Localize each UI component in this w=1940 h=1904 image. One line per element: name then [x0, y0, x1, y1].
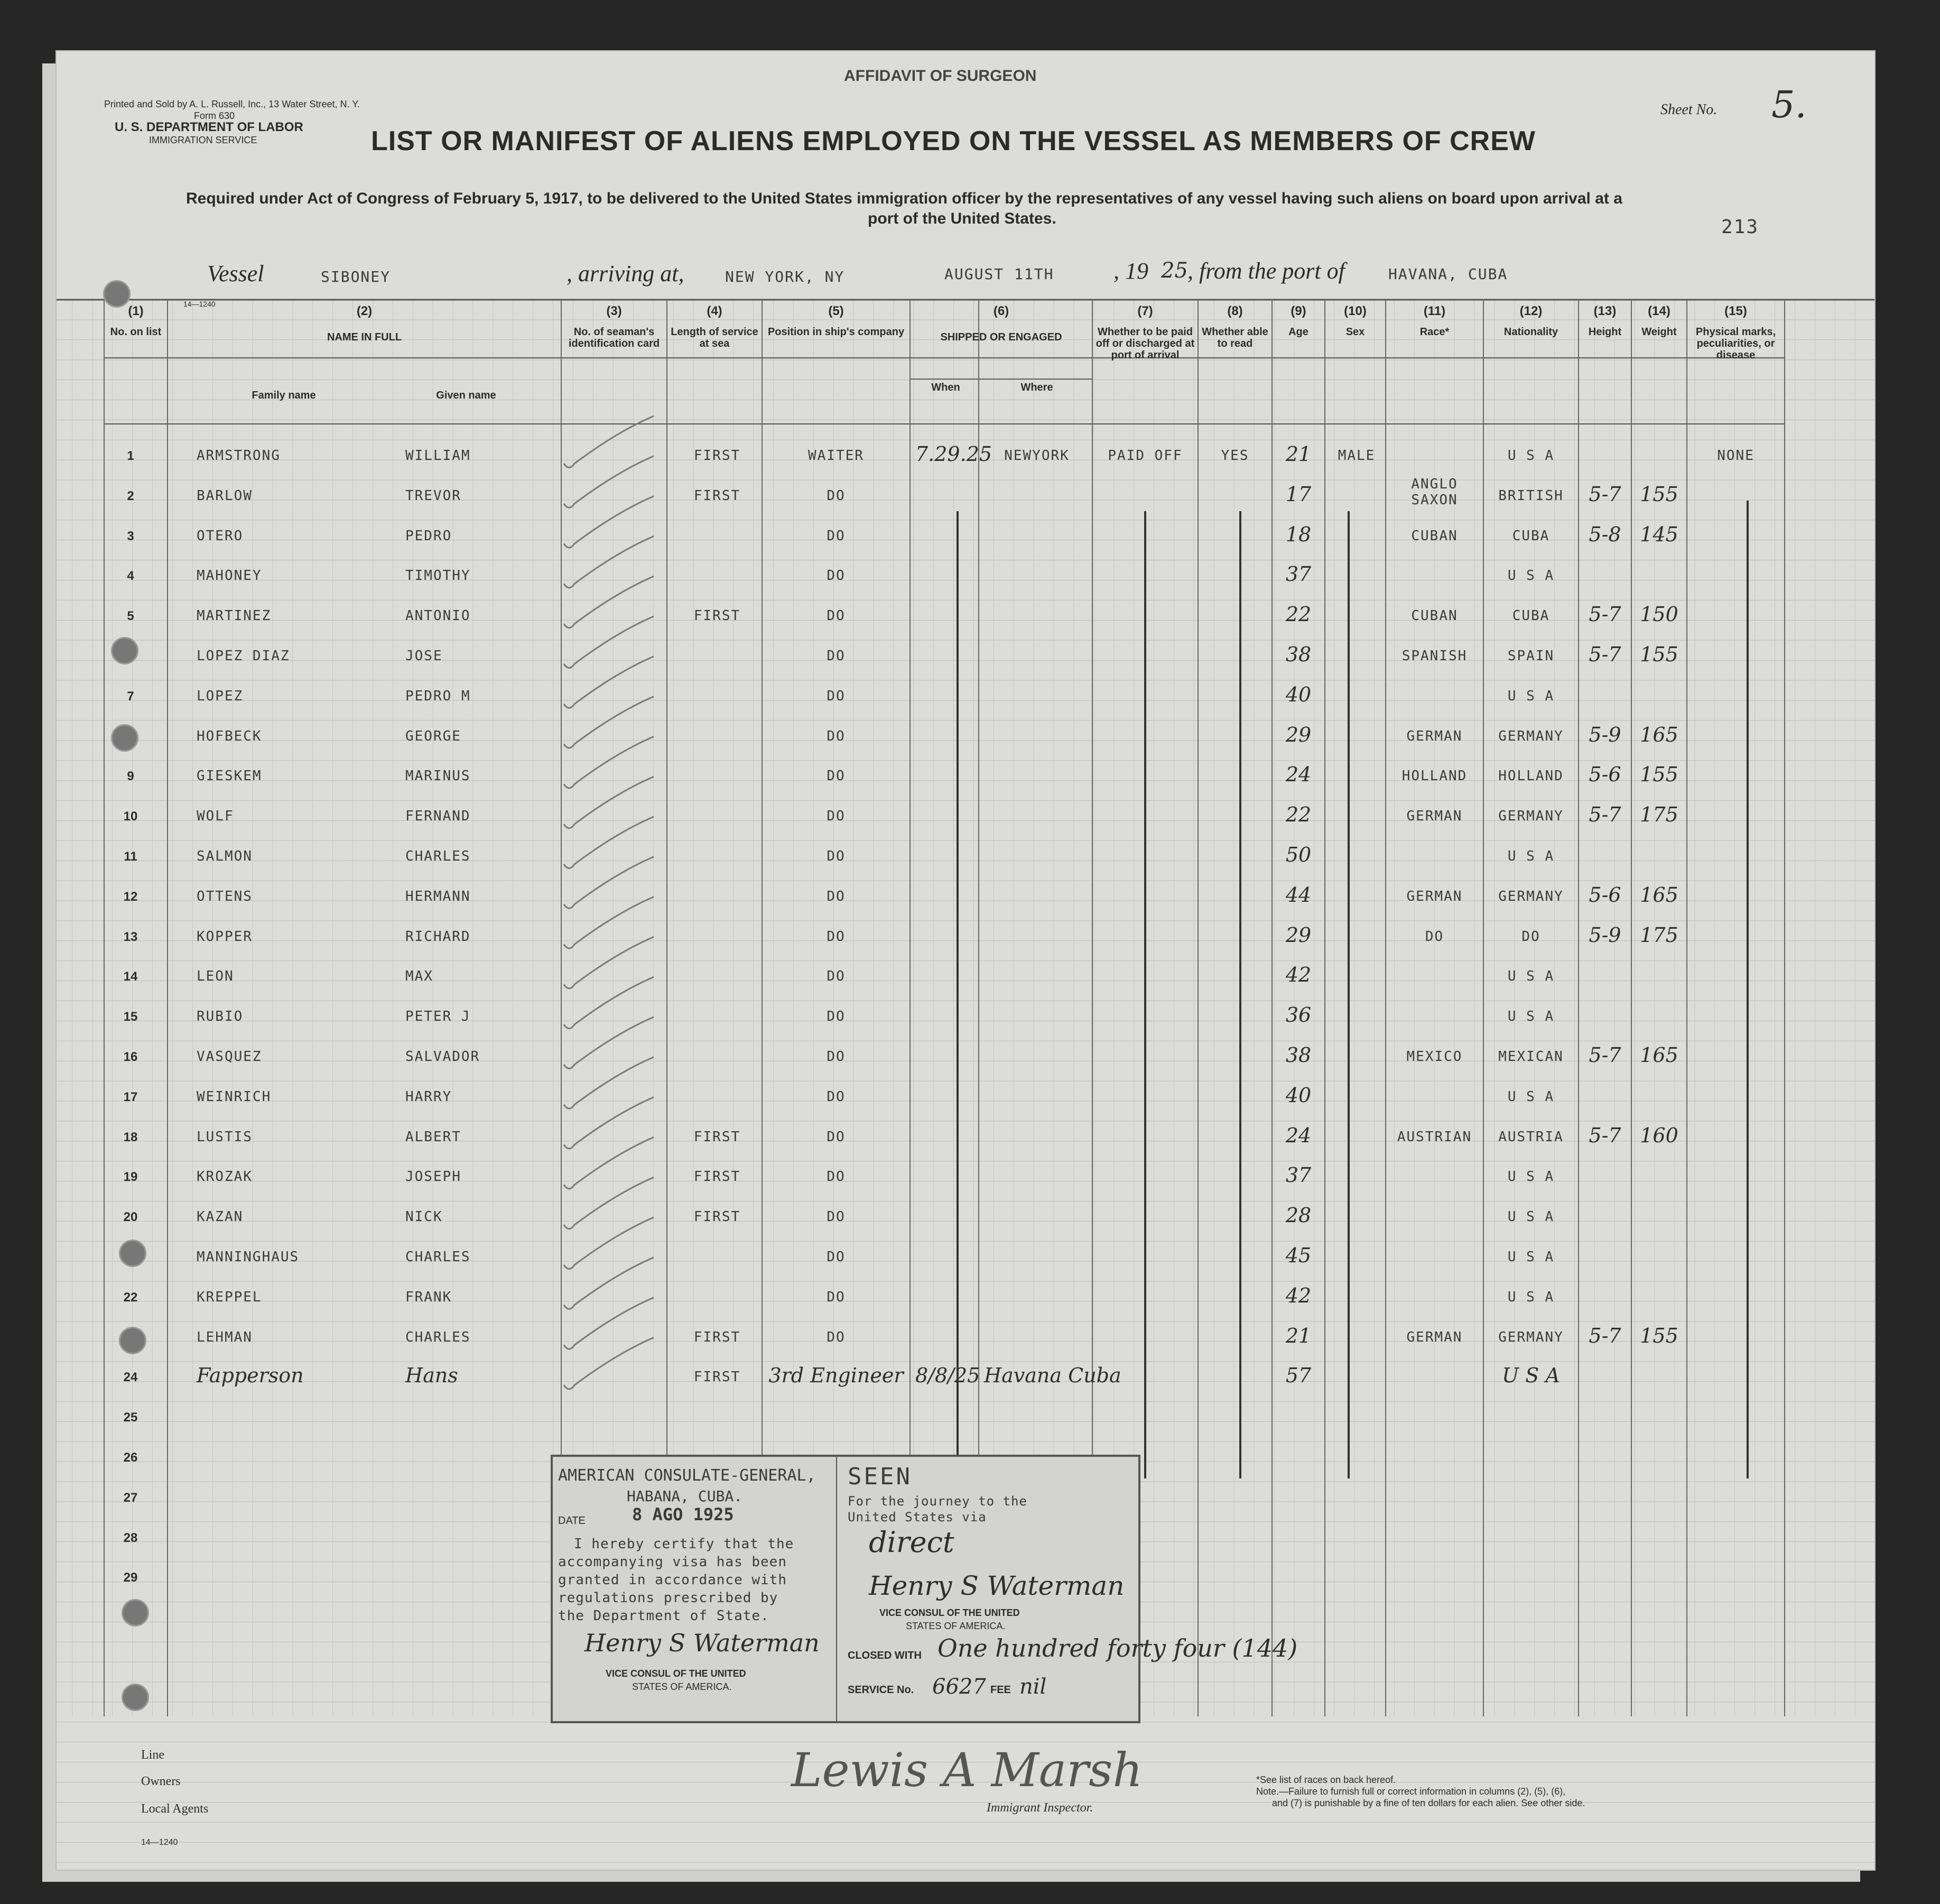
- cell-no: 26: [123, 1450, 138, 1465]
- from-port: HAVANA, CUBA: [1388, 265, 1508, 283]
- column-header: Height: [1588, 326, 1622, 338]
- cell-position: DO: [827, 928, 846, 945]
- cell-given: TREVOR: [405, 487, 461, 504]
- cell-given: JOSEPH: [405, 1169, 461, 1185]
- column-header: Weight: [1641, 326, 1677, 338]
- cell-no: 3: [127, 529, 134, 543]
- cell-nationality: MEXICAN: [1498, 1049, 1564, 1065]
- cell-family: OTERO: [197, 528, 244, 544]
- column-header: Length of service at sea: [671, 326, 758, 349]
- cell-position: DO: [827, 1249, 846, 1265]
- cell-position: DO: [827, 1169, 846, 1185]
- seen-line-2: United States via: [848, 1510, 987, 1524]
- cell-position: DO: [827, 768, 846, 784]
- cell-family: GIESKEM: [197, 768, 262, 784]
- seen-title: SEEN: [848, 1463, 912, 1490]
- cell-position: DO: [827, 648, 846, 664]
- cell-race: GERMAN: [1406, 1329, 1463, 1345]
- cell-nationality: CUBA: [1512, 528, 1550, 544]
- cell-service: FIRST: [693, 608, 741, 624]
- cell-given: MAX: [405, 968, 433, 985]
- cell-position: WAITER: [808, 448, 864, 464]
- cell-given: Hans: [405, 1364, 458, 1388]
- cell-race: GERMAN: [1406, 808, 1463, 825]
- cell-position: DO: [827, 1329, 846, 1345]
- column-header: Age: [1288, 326, 1308, 338]
- cell-weight: 155: [1640, 1324, 1678, 1347]
- cert-line-4: regulations prescribed by: [558, 1590, 778, 1606]
- cell-family: WEINRICH: [197, 1088, 272, 1105]
- cell-position: DO: [827, 608, 846, 624]
- line-label: Line: [141, 1748, 164, 1762]
- cell-position: DO: [827, 968, 846, 985]
- cell-family: BARLOW: [197, 487, 253, 504]
- cell-position: DO: [827, 848, 846, 864]
- cell-family: RUBIO: [197, 1009, 244, 1025]
- owners-label: Owners: [141, 1774, 181, 1788]
- seen-via: direct: [869, 1526, 954, 1559]
- cell-family: OTTENS: [197, 888, 253, 904]
- cell-weight: 155: [1640, 763, 1678, 787]
- cell-age: 18: [1285, 522, 1312, 546]
- cell-weight: 175: [1640, 923, 1678, 947]
- cell-family: LEON: [197, 968, 234, 985]
- form-code: 14—1240: [183, 300, 216, 308]
- cell-no: 10: [123, 809, 138, 824]
- cell-no: 15: [123, 1010, 138, 1024]
- cert-line-2: accompanying visa has been: [558, 1554, 787, 1570]
- cell-service: FIRST: [693, 1329, 741, 1345]
- cell-nationality: DO: [1521, 928, 1540, 945]
- cell-given: ALBERT: [405, 1129, 461, 1145]
- cell-height: 5-9: [1589, 923, 1621, 947]
- punch-hole: [111, 724, 138, 752]
- form-serial: 213: [1721, 216, 1759, 238]
- cell-family: LEHMAN: [197, 1329, 253, 1345]
- cell-height: 5-6: [1589, 883, 1621, 907]
- consul-signature: Henry S Waterman: [584, 1629, 820, 1657]
- cell-race: DO: [1425, 928, 1444, 945]
- cell-given: PEDRO M: [405, 688, 471, 704]
- cell-given: HERMANN: [405, 888, 471, 904]
- column-header: No. on list: [110, 326, 162, 338]
- sheet-number: 5.: [1771, 83, 1807, 126]
- punch-hole: [122, 1684, 149, 1711]
- cell-family: LOPEZ DIAZ: [197, 648, 290, 664]
- cell-age: 38: [1285, 643, 1312, 666]
- cell-race: GERMAN: [1406, 888, 1463, 904]
- cell-service: FIRST: [693, 487, 741, 504]
- year: 25: [1161, 258, 1188, 283]
- cell-marks: NONE: [1717, 448, 1755, 464]
- cell-given: PETER J: [405, 1009, 471, 1025]
- cert-line-1: I hereby certify that the: [574, 1536, 794, 1552]
- seen-vice-consul-2: STATES OF AMERICA.: [906, 1621, 1006, 1631]
- cell-sex: MALE: [1338, 448, 1376, 464]
- cell-no: 28: [123, 1530, 138, 1545]
- cell-height: 5-7: [1589, 603, 1621, 626]
- cell-given: HARRY: [405, 1088, 452, 1105]
- closed-with-label: CLOSED WITH: [848, 1650, 922, 1661]
- cell-family: KREPPEL: [197, 1289, 262, 1305]
- cert-line-3: granted in accordance with: [558, 1572, 787, 1588]
- cell-no: 24: [123, 1370, 138, 1385]
- cell-race: ANGLO SAXON: [1411, 476, 1458, 508]
- cell-weight: 175: [1640, 803, 1678, 827]
- cell-family: WOLF: [197, 808, 234, 825]
- cell-no: 17: [123, 1089, 138, 1104]
- cell-height: 5-7: [1589, 1324, 1621, 1347]
- column-number: (3): [606, 304, 622, 318]
- cell-no: 1: [127, 449, 134, 463]
- fee-label: FEE: [990, 1684, 1011, 1696]
- cell-given: GEORGE: [405, 728, 461, 744]
- cell-position: DO: [827, 688, 846, 704]
- note-3: and (7) is punishable by a fine of ten dollars for each alien. See other side.: [1272, 1798, 1585, 1808]
- service: IMMIGRATION SERVICE: [149, 135, 257, 145]
- form-subtitle-1: Required under Act of Congress of February 5, 1917, to be delivered to the United States immigration officer by the representatives of any vessel having such aliens on board upon arrival at a: [186, 190, 1622, 207]
- cell-service: FIRST: [693, 1129, 741, 1145]
- cell-age: 40: [1285, 1083, 1312, 1107]
- note-2: Note.—Failure to furnish full or correct information in columns (2), (5), (6),: [1256, 1786, 1566, 1797]
- seen-vice-consul-1: VICE CONSUL OF THE UNITED: [879, 1607, 1020, 1618]
- cell-given: WILLIAM: [405, 448, 471, 464]
- cell-service: FIRST: [693, 1369, 741, 1385]
- cell-given: FRANK: [405, 1289, 452, 1305]
- column-header: Race*: [1419, 326, 1450, 338]
- column-header: Whether to be paid off or discharged at port of arrival: [1096, 326, 1195, 361]
- printer-line: Printed and Sold by A. L. Russell, Inc., 13 Water Street, N. Y.: [104, 99, 360, 109]
- cell-age: 44: [1285, 883, 1312, 907]
- affidavit-heading: AFFIDAVIT OF SURGEON: [844, 67, 1037, 85]
- cell-position: DO: [827, 1049, 846, 1065]
- cell-no: 4: [127, 569, 134, 584]
- cell-no: 2: [127, 488, 134, 503]
- arrival-date: AUGUST 11TH: [944, 265, 1054, 283]
- closed-with-value: One hundred forty four (144): [937, 1634, 1298, 1662]
- cell-age: 22: [1285, 603, 1312, 626]
- sheet-label: Sheet No.: [1660, 101, 1718, 118]
- cell-nationality: U S A: [1502, 1364, 1560, 1388]
- cell-age: 22: [1285, 803, 1312, 827]
- cell-family: MANNINGHAUS: [197, 1249, 300, 1265]
- column-header: Position in ship's company: [767, 326, 905, 338]
- cell-family: LOPEZ: [197, 688, 244, 704]
- cell-no: 19: [123, 1170, 138, 1185]
- cell-position: 3rd Engineer: [768, 1364, 904, 1388]
- cell-age: 17: [1285, 482, 1312, 506]
- cell-family: VASQUEZ: [197, 1049, 262, 1065]
- column-header: No. of seaman's identification card: [568, 326, 660, 349]
- stamp-date: 8 AGO 1925: [632, 1504, 734, 1524]
- cell-nationality: SPAIN: [1507, 648, 1555, 664]
- punch-hole: [111, 637, 138, 664]
- cell-no: 14: [123, 969, 138, 984]
- column-number: (4): [707, 304, 722, 318]
- cell-given: RICHARD: [405, 928, 471, 945]
- cell-position: DO: [827, 1289, 846, 1305]
- cell-race: CUBAN: [1411, 608, 1458, 624]
- cell-height: 5-7: [1589, 803, 1621, 827]
- column-number: (1): [128, 304, 144, 318]
- cell-service: FIRST: [693, 1209, 741, 1225]
- cell-race: GERMAN: [1406, 728, 1463, 744]
- cell-no: 25: [123, 1410, 138, 1425]
- cell-no: 11: [124, 849, 137, 864]
- cell-nationality: GERMANY: [1498, 1329, 1564, 1345]
- cell-weight: 150: [1640, 603, 1678, 626]
- cell-age: 37: [1285, 562, 1312, 586]
- subcolumn-header: Where: [1020, 382, 1053, 393]
- cell-age: 40: [1285, 682, 1312, 706]
- column-number: (10): [1344, 304, 1367, 318]
- cell-height: 5-7: [1589, 1123, 1621, 1147]
- cell-where: Havana Cuba: [984, 1364, 1121, 1388]
- cell-age: 24: [1285, 763, 1312, 787]
- cell-weight: 165: [1640, 883, 1678, 907]
- vessel-label: Vessel: [207, 261, 264, 286]
- column-number: (2): [356, 304, 373, 318]
- cell-weight: 145: [1640, 522, 1678, 546]
- cell-nationality: U S A: [1507, 1009, 1555, 1025]
- cell-no: 16: [123, 1050, 138, 1064]
- cell-nationality: U S A: [1507, 968, 1555, 985]
- cell-no: 9: [127, 769, 134, 784]
- cell-height: 5-7: [1589, 643, 1621, 666]
- stamp-date-label: DATE: [558, 1515, 586, 1527]
- vice-consul-2: STATES OF AMERICA.: [632, 1681, 732, 1692]
- cell-given: ANTONIO: [405, 608, 471, 624]
- cell-given: CHARLES: [405, 848, 471, 864]
- column-number: (15): [1724, 304, 1747, 318]
- cell-service: FIRST: [693, 1169, 741, 1185]
- cell-nationality: U S A: [1507, 448, 1555, 464]
- cell-weight: 165: [1640, 1043, 1678, 1067]
- punch-hole: [103, 280, 131, 308]
- form-title: LIST OR MANIFEST OF ALIENS EMPLOYED ON THE VESSEL AS MEMBERS OF CREW: [371, 126, 1536, 156]
- cell-position: DO: [827, 728, 846, 744]
- cell-weight: 155: [1640, 643, 1678, 666]
- cell-position: DO: [827, 1009, 846, 1025]
- cell-race: AUSTRIAN: [1397, 1129, 1472, 1145]
- cell-position: DO: [827, 568, 846, 584]
- note-1: *See list of races on back hereof.: [1256, 1774, 1396, 1785]
- cell-position: DO: [827, 528, 846, 544]
- cell-age: 37: [1285, 1163, 1312, 1187]
- cell-nationality: U S A: [1507, 688, 1555, 704]
- cell-height: 5-6: [1589, 763, 1621, 787]
- cell-when: 7.29.25: [915, 442, 992, 466]
- footer-code: 14—1240: [141, 1838, 178, 1847]
- cert-line-5: the Department of State.: [558, 1608, 769, 1624]
- cell-nationality: U S A: [1507, 1249, 1555, 1265]
- cell-position: DO: [827, 808, 846, 825]
- cell-nationality: U S A: [1507, 848, 1555, 864]
- cell-when: 8/8/25: [915, 1364, 980, 1388]
- cell-age: 45: [1285, 1244, 1312, 1267]
- column-number: (5): [828, 304, 844, 318]
- cell-age: 42: [1285, 1283, 1312, 1307]
- arrival-port: NEW YORK, NY: [725, 268, 845, 285]
- cell-family: KOPPER: [197, 928, 253, 945]
- column-header: Sex: [1345, 326, 1365, 338]
- service-number-label: SERVICE No.: [848, 1684, 914, 1696]
- cell-given: FERNAND: [405, 808, 471, 825]
- cell-weight: 155: [1640, 482, 1678, 506]
- column-header: Physical marks, peculiarities, or disease: [1695, 326, 1776, 361]
- manifest-sheet: [55, 50, 1876, 1871]
- cell-given: SALVADOR: [405, 1049, 480, 1065]
- cell-age: 24: [1285, 1123, 1312, 1147]
- cell-height: 5-7: [1589, 1043, 1621, 1067]
- cell-age: 21: [1285, 1324, 1312, 1347]
- inspector-signature: Lewis A Marsh: [791, 1743, 1143, 1797]
- cell-family: HOFBECK: [197, 728, 262, 744]
- column-number: (14): [1648, 304, 1670, 318]
- cell-given: PEDRO: [405, 528, 452, 544]
- column-header: SHIPPED OR ENGAGED: [940, 331, 1062, 343]
- consulate-line-1: AMERICAN CONSULATE-GENERAL,: [558, 1466, 816, 1485]
- vessel-name: SIBONEY: [321, 268, 391, 285]
- cell-age: 29: [1285, 723, 1312, 746]
- cell-age: 42: [1285, 963, 1312, 987]
- cell-age: 21: [1285, 442, 1312, 466]
- cell-family: LUSTIS: [197, 1129, 253, 1145]
- cell-weight: 165: [1640, 723, 1678, 746]
- cell-no: 12: [123, 889, 138, 904]
- cell-nationality: AUSTRIA: [1498, 1129, 1564, 1145]
- form-number: Form 630: [194, 110, 235, 121]
- punch-hole: [122, 1599, 149, 1626]
- arriving-label: , arriving at,: [567, 261, 684, 286]
- cell-height: 5-9: [1589, 723, 1621, 746]
- cell-nationality: BRITISH: [1498, 487, 1564, 504]
- column-header: NAME IN FULL: [327, 331, 402, 343]
- cell-height: 5-7: [1589, 482, 1621, 506]
- cell-family: ARMSTRONG: [197, 448, 281, 464]
- column-number: (11): [1423, 304, 1446, 318]
- cell-nationality: CUBA: [1512, 608, 1550, 624]
- cell-race: CUBAN: [1411, 528, 1458, 544]
- cell-given: JOSE: [405, 648, 443, 664]
- cell-given: TIMOTHY: [405, 568, 471, 584]
- seen-signature: Henry S Waterman: [869, 1570, 1125, 1601]
- cell-age: 28: [1285, 1204, 1312, 1227]
- column-number: (12): [1519, 304, 1543, 318]
- cell-weight: 160: [1640, 1123, 1678, 1147]
- subcolumn-header: When: [931, 382, 960, 393]
- from-port-label: , from the port of: [1187, 258, 1345, 284]
- cell-given: CHARLES: [405, 1249, 471, 1265]
- cell-age: 36: [1285, 1003, 1312, 1027]
- cell-position: DO: [827, 487, 846, 504]
- column-number: (8): [1227, 304, 1243, 318]
- cell-no: 20: [123, 1210, 138, 1225]
- cell-nationality: U S A: [1507, 1169, 1555, 1185]
- column-number: (9): [1291, 304, 1306, 318]
- cell-read: YES: [1221, 448, 1249, 464]
- subcolumn-header: Given name: [436, 390, 496, 401]
- cell-position: DO: [827, 1129, 846, 1145]
- cell-position: DO: [827, 1088, 846, 1105]
- column-number: (13): [1593, 304, 1617, 318]
- cell-family: SALMON: [197, 848, 253, 864]
- column-number: (7): [1137, 304, 1153, 318]
- cell-no: 18: [123, 1130, 138, 1144]
- subcolumn-header: Family name: [252, 390, 316, 401]
- cell-age: 29: [1285, 923, 1312, 947]
- column-header: Nationality: [1503, 326, 1558, 338]
- consulate-stamp: [551, 1455, 840, 1723]
- cell-no: 29: [123, 1570, 138, 1585]
- vice-consul-1: VICE CONSUL OF THE UNITED: [606, 1668, 746, 1679]
- cell-nationality: GERMANY: [1498, 808, 1564, 825]
- cell-height: 5-8: [1589, 522, 1621, 546]
- column-number: (6): [993, 304, 1009, 318]
- cell-given: NICK: [405, 1209, 443, 1225]
- cell-family: KAZAN: [197, 1209, 244, 1225]
- cell-paid: PAID OFF: [1108, 448, 1183, 464]
- department: U. S. DEPARTMENT OF LABOR: [115, 120, 303, 134]
- cell-no: 7: [127, 689, 134, 704]
- service-number: 6627: [932, 1675, 986, 1699]
- cell-position: DO: [827, 888, 846, 904]
- cell-service: FIRST: [693, 448, 741, 464]
- seen-stamp: [836, 1455, 1298, 1723]
- inspector-label: Immigrant Inspector.: [987, 1801, 1093, 1815]
- cell-nationality: GERMANY: [1498, 888, 1564, 904]
- cell-family: Fapperson: [197, 1364, 304, 1388]
- cell-nationality: HOLLAND: [1498, 768, 1564, 784]
- punch-hole: [119, 1327, 146, 1354]
- cell-age: 50: [1285, 843, 1312, 866]
- consulate-line-2: HABANA, CUBA.: [627, 1487, 743, 1505]
- cell-race: MEXICO: [1406, 1049, 1463, 1065]
- cell-race: HOLLAND: [1401, 768, 1468, 784]
- cell-where: NEWYORK: [1004, 448, 1070, 464]
- form-subtitle-2: port of the United States.: [868, 210, 1056, 227]
- cell-no: 22: [123, 1290, 138, 1305]
- punch-hole: [119, 1240, 146, 1267]
- cell-nationality: U S A: [1507, 1289, 1555, 1305]
- cell-position: DO: [827, 1209, 846, 1225]
- seen-line-1: For the journey to the: [848, 1494, 1027, 1509]
- cell-no: 13: [123, 929, 138, 944]
- cell-nationality: U S A: [1507, 1088, 1555, 1105]
- cell-family: MARTINEZ: [197, 608, 272, 624]
- cell-nationality: U S A: [1507, 1209, 1555, 1225]
- cell-nationality: U S A: [1507, 568, 1555, 584]
- cell-age: 57: [1285, 1364, 1312, 1388]
- cell-family: MAHONEY: [197, 568, 262, 584]
- cell-nationality: GERMANY: [1498, 728, 1564, 744]
- cell-given: CHARLES: [405, 1329, 471, 1345]
- cell-family: KROZAK: [197, 1169, 253, 1185]
- cell-age: 38: [1285, 1043, 1312, 1067]
- local-agents-label: Local Agents: [141, 1802, 209, 1816]
- cell-given: MARINUS: [405, 768, 471, 784]
- cell-race: SPANISH: [1401, 648, 1468, 664]
- cell-no: 5: [127, 609, 134, 624]
- year-prefix: , 19: [1113, 258, 1148, 284]
- cell-no: 27: [123, 1490, 138, 1505]
- fee-value: nil: [1019, 1675, 1047, 1699]
- column-header: Whether able to read: [1202, 326, 1268, 349]
